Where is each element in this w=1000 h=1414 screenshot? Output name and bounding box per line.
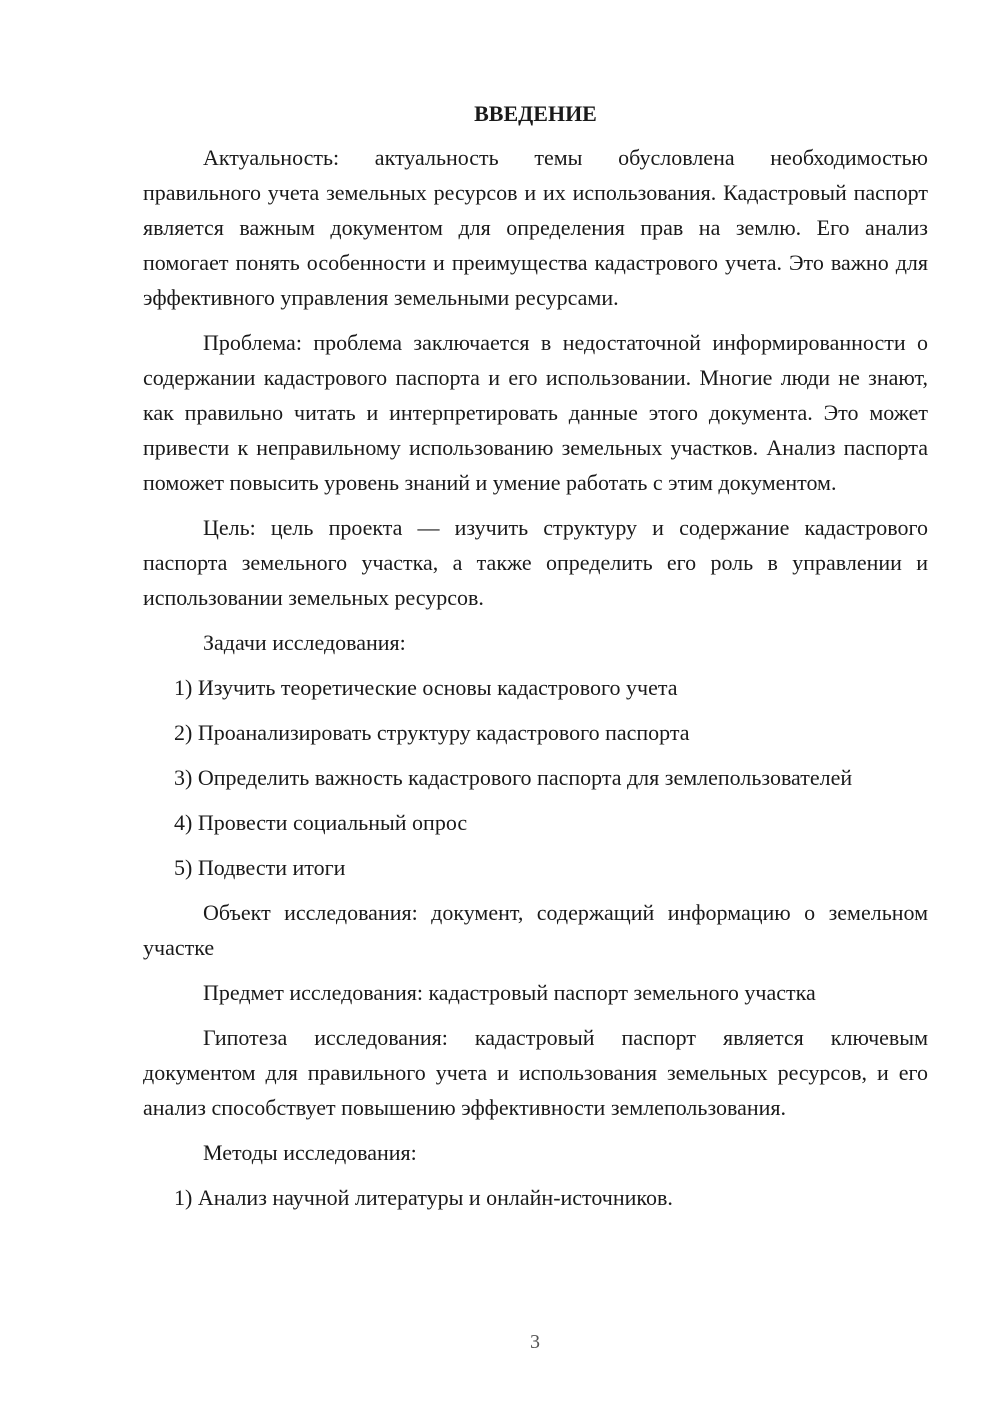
section-title: ВВЕДЕНИЕ	[474, 101, 597, 126]
paragraph-object: Объект исследования: документ, содержащий информацию о земельном участке	[143, 900, 928, 960]
task-item: 2) Проанализировать структуру кадастрового паспорта	[174, 720, 690, 745]
paragraph-problem: Проблема: проблема заключается в недостаточной информированности о содержании кадастрового паспорта и его использовании. Многие люди не знают, как правильно читать и интерпретировать данные этого документа. Это может привести к неправильному использованию земельных участков. Анализ паспорта поможет повысить уровень знаний и умение работать с этим документом.	[143, 330, 928, 495]
document-body	[143, 96, 928, 1225]
task-item: 1) Изучить теоретические основы кадастрового учета	[174, 675, 678, 700]
task-item: 5) Подвести итоги	[174, 855, 346, 880]
page-number: 3	[530, 1331, 540, 1353]
paragraph-tasks-heading: Задачи исследования:	[203, 630, 406, 655]
task-item: 4) Провести социальный опрос	[174, 810, 468, 835]
task-item: 3) Определить важность кадастрового паспорта для землепользователей	[174, 765, 853, 790]
paragraph-methods-heading: Методы исследования:	[203, 1140, 417, 1165]
paragraph-subject: Предмет исследования: кадастровый паспорт земельного участка	[203, 980, 816, 1005]
paragraph-goal: Цель: цель проекта — изучить структуру и содержание кадастрового паспорта земельного участка, а также определить его роль в управлении и использовании земельных ресурсов.	[143, 515, 928, 610]
paragraph-hypothesis: Гипотеза исследования: кадастровый паспорт является ключевым документом для правильного учета и использования земельных ресурсов, и его анализ способствует повышению эффективности землепользования.	[143, 1025, 928, 1120]
method-item: 1) Анализ научной литературы и онлайн-источников.	[174, 1185, 673, 1210]
paragraph-relevance: Актуальность: актуальность темы обусловлена необходимостью правильного учета земельных ресурсов и их использования. Кадастровый паспорт является важным документом для определения прав на землю. Его анализ помогает понять особенности и преимущества кадастрового учета. Это важно для эффективного управления земельными ресурсами.	[143, 145, 928, 310]
